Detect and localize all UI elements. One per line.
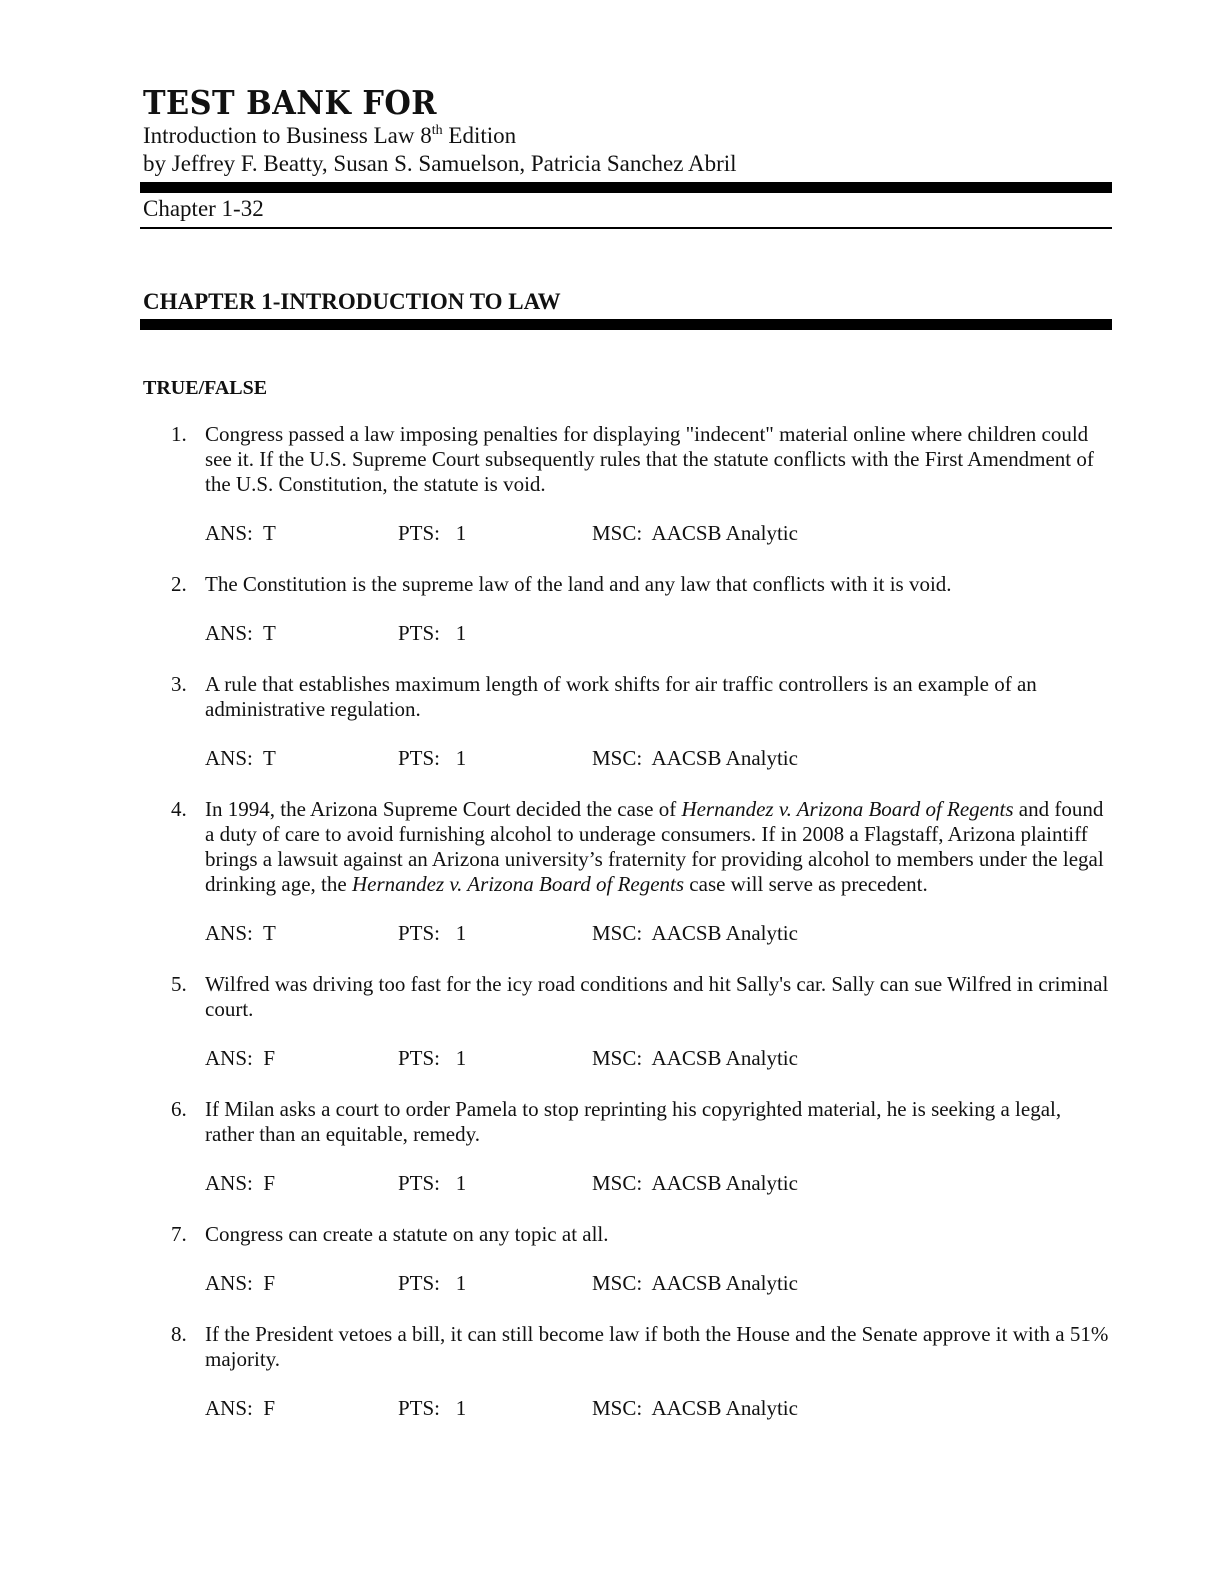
edition-word: Edition: [442, 123, 517, 148]
question-text: [205, 1097, 1109, 1147]
question-number: 3.: [171, 672, 187, 696]
answer-value: ANS: T: [205, 921, 276, 945]
header-divider-thick: [140, 182, 1112, 193]
question-item: [143, 422, 1109, 546]
points-value: PTS: 1: [398, 1171, 467, 1195]
edition-superscript: th: [431, 123, 443, 138]
question-text-segment: If Milan asks a court to order Pamela to stop reprinting his copyrighted material, he is seeking a legal, rather than an equitable, remedy.: [205, 1097, 1062, 1146]
points-value: PTS: 1: [398, 621, 467, 645]
test-bank-title: TEST BANK FOR: [143, 83, 437, 122]
msc-value: MSC: AACSB Analytic: [592, 1396, 798, 1420]
question-number: 8.: [171, 1322, 187, 1346]
question-text: [205, 1322, 1109, 1372]
question-item: [143, 1322, 1109, 1421]
question-list: [143, 422, 1109, 1421]
answer-row: [205, 746, 1109, 771]
book-title: Introduction to Business Law 8: [143, 123, 432, 148]
question-text-segment: Congress passed a law imposing penalties for displaying "indecent" material online where children could see it. If the U.S. Supreme Court subsequently rules that the statute conflicts with the First Amendment of the U.S. Constitution, the statute is void.: [205, 422, 1094, 496]
question-text-segment: case will serve as precedent.: [684, 872, 928, 896]
msc-value: MSC: AACSB Analytic: [592, 921, 798, 945]
case-name: Hernandez v. Arizona Board of Regents: [351, 872, 685, 896]
section-heading: TRUE/FALSE: [143, 377, 268, 399]
points-value: PTS: 1: [398, 1396, 467, 1420]
question-text-segment: A rule that establishes maximum length of work shifts for air traffic controllers is an example of an administrative regulation.: [205, 672, 1037, 721]
question-item: [143, 1222, 1109, 1296]
question-number: 2.: [171, 572, 187, 596]
answer-value: ANS: F: [205, 1171, 276, 1195]
question-text-segment: In 1994, the Arizona Supreme Court decided the case of: [205, 797, 682, 821]
points-value: PTS: 1: [398, 1046, 467, 1070]
answer-value: ANS: F: [205, 1271, 276, 1295]
question-number: 4.: [171, 797, 187, 821]
case-name: Hernandez v. Arizona Board of Regents: [681, 797, 1014, 821]
answer-value: ANS: F: [205, 1396, 276, 1420]
chapter-range: Chapter 1-32: [143, 196, 264, 221]
question-number: 6.: [171, 1097, 187, 1121]
question-text-segment: Wilfred was driving too fast for the icy road conditions and hit Sally's car. Sally can sue Wilfred in criminal court.: [205, 972, 1109, 1021]
answer-value: ANS: T: [205, 521, 276, 545]
question-text-segment: The Constitution is the supreme law of the land and any law that conflicts with it is void.: [205, 572, 952, 596]
answer-row: [205, 921, 1109, 946]
question-text: [205, 672, 1109, 722]
answer-row: [205, 1171, 1109, 1196]
question-number: 1.: [171, 422, 187, 446]
msc-value: MSC: AACSB Analytic: [592, 1046, 798, 1070]
question-item: [143, 797, 1109, 946]
book-title-line: [143, 122, 1109, 150]
answer-row: [205, 1271, 1109, 1296]
document-page: [143, 84, 1109, 1447]
question-text: [205, 1222, 1109, 1247]
msc-value: MSC: AACSB Analytic: [592, 1171, 798, 1195]
question-text: [205, 972, 1109, 1022]
points-value: PTS: 1: [398, 746, 467, 770]
answer-value: ANS: T: [205, 746, 276, 770]
points-value: PTS: 1: [398, 921, 467, 945]
question-text: [205, 422, 1109, 497]
msc-value: MSC: AACSB Analytic: [592, 746, 798, 770]
question-text-segment: If the President vetoes a bill, it can still become law if both the House and the Senate approve it with a 51% majority.: [205, 1322, 1109, 1371]
answer-row: [205, 1396, 1109, 1421]
question-number: 7.: [171, 1222, 187, 1246]
question-item: [143, 572, 1109, 646]
question-item: [143, 972, 1109, 1071]
answer-value: ANS: T: [205, 621, 276, 645]
authors-line: by Jeffrey F. Beatty, Susan S. Samuelson, Patricia Sanchez Abril: [143, 151, 737, 176]
question-item: [143, 672, 1109, 771]
question-text: [205, 797, 1109, 897]
answer-row: [205, 621, 1109, 646]
msc-value: MSC: AACSB Analytic: [592, 1271, 798, 1295]
question-text-segment: Congress can create a statute on any topic at all.: [205, 1222, 609, 1246]
answer-row: [205, 1046, 1109, 1071]
chapter-divider: [140, 319, 1112, 330]
question-item: [143, 1097, 1109, 1196]
chapter-heading: CHAPTER 1-INTRODUCTION TO LAW: [143, 289, 561, 314]
question-number: 5.: [171, 972, 187, 996]
question-text: [205, 572, 1109, 597]
msc-value: MSC: AACSB Analytic: [592, 521, 798, 545]
points-value: PTS: 1: [398, 1271, 467, 1295]
question-text-segment: and found a duty of care to avoid furnishing alcohol to underage consumers. If in 2008 a Flagstaff, Arizona plaintiff brings a lawsuit against an Arizona university’s fraternity for providing alcohol to members under the legal drinking age, the: [205, 797, 1104, 896]
answer-value: ANS: F: [205, 1046, 276, 1070]
points-value: PTS: 1: [398, 521, 467, 545]
answer-row: [205, 521, 1109, 546]
header-divider-thin: [140, 227, 1112, 229]
